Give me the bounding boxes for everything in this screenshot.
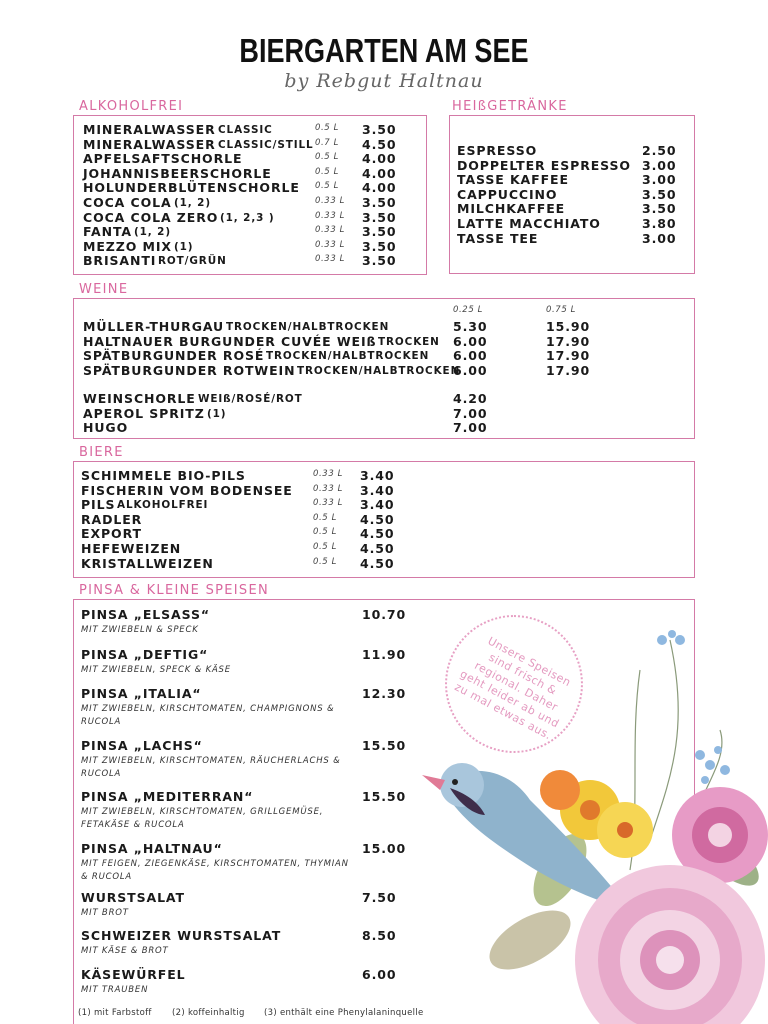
item-price: 15.50 bbox=[362, 738, 407, 753]
item-price-small: 6.00 bbox=[453, 348, 488, 364]
item-name: MILCHKAFFEE bbox=[457, 201, 566, 217]
item-note: (1, 2) bbox=[174, 197, 211, 209]
item-price: 3.00 bbox=[642, 157, 677, 173]
item-price: 4.00 bbox=[362, 180, 397, 196]
weine-box bbox=[73, 298, 695, 439]
item-price-small: 5.30 bbox=[453, 319, 488, 334]
page-subtitle: by Rebgut Haltnau bbox=[284, 70, 484, 92]
menu-row bbox=[83, 391, 694, 406]
item-volume: 0.5 L bbox=[315, 123, 339, 133]
item-description: MIT ZWIEBELN, KIRSCHTOMATEN, GRILLGEMÜSE, FETAKÄSE & RUCOLA bbox=[81, 807, 324, 830]
weine-col-small: 0.25 L bbox=[453, 305, 483, 315]
section-title-heissgetraenke: HEIßGETRÄNKE bbox=[452, 99, 568, 114]
item-description: MIT TRAUBEN bbox=[81, 985, 149, 995]
item-price-large: 15.90 bbox=[546, 319, 591, 334]
menu-row bbox=[83, 239, 426, 254]
item-price: 3.00 bbox=[642, 230, 677, 246]
menu-row bbox=[83, 334, 694, 349]
item-name: CAPPUCCINO bbox=[457, 186, 558, 202]
item-note: (1, 2) bbox=[134, 226, 171, 239]
item-name: WURSTSALAT bbox=[81, 890, 185, 905]
item-name: MINERALWASSER bbox=[83, 122, 216, 137]
item-name: MEZZO MIX bbox=[83, 238, 172, 254]
item-price: 3.50 bbox=[642, 201, 677, 217]
item-note: CLASSIC bbox=[218, 124, 273, 136]
biere-list bbox=[81, 468, 694, 577]
item-volume: 0.33 L bbox=[315, 210, 345, 221]
heissgetraenke-list bbox=[457, 143, 694, 273]
menu-row bbox=[83, 348, 694, 363]
item-price: 7.50 bbox=[362, 890, 397, 905]
item-name: KRISTALLWEIZEN bbox=[81, 555, 214, 571]
menu-row bbox=[83, 420, 694, 435]
menu-row bbox=[83, 210, 426, 225]
item-volume: 0.33 L bbox=[313, 483, 343, 494]
item-price: 3.50 bbox=[362, 195, 397, 210]
menu-row bbox=[81, 468, 694, 483]
item-name: ESPRESSO bbox=[457, 143, 538, 158]
item-name: HEFEWEIZEN bbox=[81, 541, 182, 556]
item-note: TROCKEN bbox=[378, 335, 440, 348]
item-volume: 0.5 L bbox=[313, 512, 337, 523]
item-price: 10.70 bbox=[362, 607, 407, 622]
item-name: HUGO bbox=[83, 420, 129, 436]
item-price: 8.50 bbox=[362, 928, 397, 943]
section-title-pinsa: PINSA & KLEINE SPEISEN bbox=[79, 583, 270, 598]
stamp-text: Unsere Speisen sind frisch & regional. Daher geht leider ab und zu mal etwas aus. bbox=[452, 634, 574, 743]
item-name: DOPPELTER ESPRESSO bbox=[457, 157, 631, 173]
item-name: COCA COLA ZERO bbox=[83, 209, 219, 225]
item-price-large: 17.90 bbox=[546, 362, 591, 378]
item-price-large: 17.90 bbox=[546, 348, 591, 364]
menu-row bbox=[457, 172, 694, 187]
item-name: SCHWEIZER WURSTSALAT bbox=[81, 928, 282, 943]
weine-mixed-list bbox=[83, 391, 694, 435]
item-price-small: 6.00 bbox=[453, 362, 488, 378]
item-name: APEROL SPRITZ bbox=[83, 405, 205, 421]
item-description: MIT BROT bbox=[81, 908, 129, 918]
menu-row bbox=[81, 483, 694, 498]
item-price: 3.40 bbox=[360, 468, 395, 483]
item-name: WEINSCHORLE bbox=[83, 391, 196, 406]
menu-row bbox=[83, 319, 694, 334]
item-price: 4.50 bbox=[360, 526, 395, 542]
footnote-1: (1) mit Farbstoff bbox=[78, 1008, 152, 1018]
section-title-alkoholfrei: ALKOHOLFREI bbox=[79, 99, 184, 114]
menu-row bbox=[457, 158, 694, 173]
item-description: MIT ZWIEBELN, KIRSCHTOMATEN, RÄUCHERLACHS & RUCOLA bbox=[81, 756, 341, 779]
item-note: (1) bbox=[207, 407, 227, 420]
item-name: HALTNAUER BURGUNDER CUVÉE WEIß bbox=[83, 333, 377, 349]
menu-row bbox=[83, 224, 426, 239]
item-price: 11.90 bbox=[362, 647, 407, 662]
menu-row bbox=[81, 512, 694, 527]
item-price: 15.00 bbox=[362, 841, 407, 856]
item-name: FANTA bbox=[83, 224, 132, 240]
item-volume: 0.33 L bbox=[315, 225, 345, 236]
menu-row bbox=[81, 526, 694, 541]
weine-list bbox=[83, 319, 694, 379]
item-note: ROT/GRÜN bbox=[158, 255, 227, 268]
item-note: (1, 2,3 ) bbox=[220, 211, 275, 224]
item-note: TROCKEN/HALBTROCKEN bbox=[266, 350, 430, 363]
menu-row bbox=[457, 201, 694, 216]
item-price: 4.50 bbox=[360, 541, 395, 556]
item-name: HOLUNDERBLÜTENSCHORLE bbox=[83, 180, 300, 196]
item-description: MIT ZWIEBELN, KIRSCHTOMATEN, CHAMPIGNONS & RUCOLA bbox=[81, 704, 335, 727]
section-title-weine: WEINE bbox=[79, 282, 129, 297]
menu-row bbox=[457, 231, 694, 246]
item-price-large: 17.90 bbox=[546, 333, 591, 349]
item-name: EXPORT bbox=[81, 526, 142, 542]
item-volume: 0.5 L bbox=[313, 527, 337, 538]
menu-row bbox=[83, 363, 694, 378]
menu-row bbox=[457, 187, 694, 202]
menu-row bbox=[83, 253, 426, 268]
item-price: 3.50 bbox=[362, 253, 397, 269]
page-title: BIERGARTEN AM SEE bbox=[239, 32, 529, 69]
menu-row bbox=[83, 180, 426, 195]
item-price: 4.00 bbox=[362, 165, 397, 181]
item-price: 4.50 bbox=[360, 511, 395, 527]
item-price: 7.00 bbox=[453, 405, 488, 421]
item-price-small: 6.00 bbox=[453, 333, 488, 349]
item-name: PINSA „HALTNAU“ bbox=[81, 841, 223, 856]
section-title-biere: BIERE bbox=[79, 445, 124, 460]
item-volume: 0.33 L bbox=[315, 239, 345, 250]
item-price: 3.50 bbox=[362, 122, 397, 137]
footnote-2: (2) koffeinhaltig bbox=[172, 1008, 245, 1018]
biere-box bbox=[73, 461, 695, 578]
item-price: 2.50 bbox=[642, 143, 677, 158]
item-name: FISCHERIN VOM BODENSEE bbox=[81, 482, 293, 498]
item-volume: 0.5 L bbox=[313, 556, 337, 567]
menu-row bbox=[457, 216, 694, 231]
item-price: 3.50 bbox=[362, 238, 397, 254]
item-description: MIT ZWIEBELN, SPECK & KÄSE bbox=[81, 665, 231, 675]
item-price: 12.30 bbox=[362, 686, 407, 701]
item-volume: 0.7 L bbox=[315, 137, 339, 148]
menu-row bbox=[81, 541, 694, 556]
footnote-3: (3) enthält eine Phenylalaninquelle bbox=[264, 1008, 424, 1018]
item-name: SPÄTBURGUNDER ROTWEIN bbox=[83, 362, 296, 378]
item-price: 3.00 bbox=[642, 172, 677, 188]
item-name: PINSA „ITALIA“ bbox=[81, 686, 202, 701]
item-note: ALKOHOLFREI bbox=[117, 499, 209, 512]
alkoholfrei-box bbox=[73, 115, 427, 275]
item-note: (1) bbox=[174, 240, 194, 253]
item-name: RADLER bbox=[81, 511, 143, 527]
item-volume: 0.5 L bbox=[315, 152, 339, 163]
item-name: PINSA „LACHS“ bbox=[81, 738, 203, 753]
item-price: 15.50 bbox=[362, 789, 407, 804]
item-volume: 0.5 L bbox=[315, 166, 339, 177]
menu-row bbox=[81, 556, 694, 571]
item-name: MINERALWASSER bbox=[83, 136, 216, 152]
item-price: 3.40 bbox=[360, 497, 395, 513]
menu-row bbox=[83, 151, 426, 166]
item-note: TROCKEN/HALBTROCKEN bbox=[297, 364, 461, 377]
item-price: 6.00 bbox=[362, 967, 397, 982]
item-name: TASSE TEE bbox=[457, 230, 539, 246]
item-price: 3.80 bbox=[642, 216, 677, 231]
item-price: 3.50 bbox=[362, 224, 397, 240]
item-name: SCHIMMELE BIO-PILS bbox=[81, 468, 246, 483]
item-name: PILS bbox=[81, 497, 116, 513]
heissgetraenke-box bbox=[449, 115, 695, 274]
item-volume: 0.33 L bbox=[315, 254, 345, 265]
item-name: APFELSAFTSCHORLE bbox=[83, 151, 243, 167]
weine-col-large: 0.75 L bbox=[546, 305, 576, 315]
item-price: 7.00 bbox=[453, 420, 488, 436]
item-volume: 0.33 L bbox=[313, 498, 343, 509]
alkoholfrei-list bbox=[83, 122, 426, 274]
item-name: SPÄTBURGUNDER ROSÉ bbox=[83, 348, 265, 364]
item-description: MIT FEIGEN, ZIEGENKÄSE, KIRSCHTOMATEN, THYMIAN & RUCOLA bbox=[81, 859, 349, 882]
item-name: PINSA „DEFTIG“ bbox=[81, 647, 209, 662]
item-note: TROCKEN/HALBTROCKEN bbox=[226, 321, 390, 333]
item-price: 4.20 bbox=[453, 391, 488, 406]
item-price: 4.50 bbox=[362, 136, 397, 152]
item-name: PINSA „ELSASS“ bbox=[81, 607, 210, 622]
item-description: MIT ZWIEBELN & SPECK bbox=[81, 625, 199, 635]
item-price: 3.40 bbox=[360, 482, 395, 498]
menu-row bbox=[83, 122, 426, 137]
item-name: MÜLLER-THURGAU bbox=[83, 319, 225, 334]
menu-row bbox=[83, 406, 694, 421]
menu-row bbox=[83, 195, 426, 210]
menu-row bbox=[83, 166, 426, 181]
item-volume: 0.5 L bbox=[315, 181, 339, 192]
item-note: WEIß/ROSÉ/ROT bbox=[198, 393, 303, 405]
menu-row bbox=[83, 137, 426, 152]
menu-row bbox=[457, 143, 694, 158]
item-price: 3.50 bbox=[362, 209, 397, 225]
item-description: MIT KÄSE & BROT bbox=[81, 946, 169, 956]
item-name: BRISANTI bbox=[83, 253, 157, 269]
item-volume: 0.33 L bbox=[313, 469, 343, 479]
item-volume: 0.33 L bbox=[315, 196, 345, 206]
item-price: 4.50 bbox=[360, 555, 395, 571]
item-name: JOHANNISBEERSCHORLE bbox=[83, 165, 272, 181]
item-note: CLASSIC/STILL bbox=[218, 138, 314, 151]
item-name: PINSA „MEDITERRAN“ bbox=[81, 789, 254, 804]
item-volume: 0.5 L bbox=[313, 542, 337, 552]
item-name: COCA COLA bbox=[83, 195, 172, 210]
menu-row bbox=[81, 497, 694, 512]
item-name: TASSE KAFFEE bbox=[457, 172, 569, 188]
item-name: KÄSEWÜRFEL bbox=[81, 967, 186, 982]
item-price: 3.50 bbox=[642, 186, 677, 202]
item-name: LATTE MACCHIATO bbox=[457, 216, 601, 231]
item-price: 4.00 bbox=[362, 151, 397, 167]
